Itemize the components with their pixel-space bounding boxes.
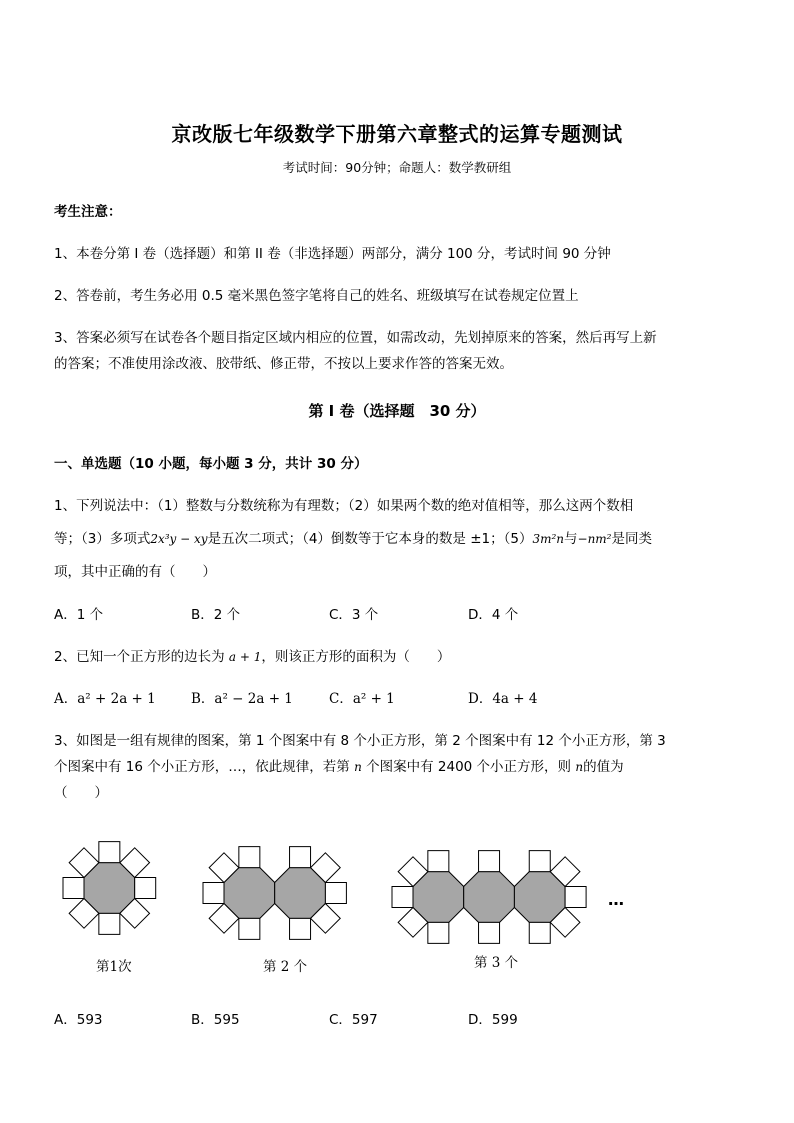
small-square bbox=[203, 883, 224, 904]
octagon-3-2 bbox=[464, 872, 515, 923]
q3-line-1: 3、如图是一组有规律的图案，第 1 个图案中有 8 个小正方形，第 2 个图案中有 12 个小正方形，第 3 bbox=[54, 733, 666, 749]
small-square bbox=[565, 887, 586, 908]
q3-option-a[interactable]: A．593 bbox=[54, 1012, 103, 1028]
q3-option-c[interactable]: C．597 bbox=[329, 1012, 378, 1028]
notice-item-3-cont: 的答案；不准使用涂改液、胶带纸、修正带，不按以上要求作答的答案无效。 bbox=[54, 356, 513, 372]
q1-option-d[interactable]: D．4 个 bbox=[468, 607, 519, 623]
q3-text-b: 个图案中有 2400 个小正方形，则 bbox=[366, 759, 572, 775]
q2-text-b: ，则该正方形的面积为（ ） bbox=[261, 649, 451, 665]
q1-option-c[interactable]: C．3 个 bbox=[329, 607, 379, 623]
q2-expr-side: a + 1 bbox=[228, 650, 262, 664]
figure-caption-2: 第 2 个 bbox=[263, 959, 308, 975]
small-square bbox=[529, 922, 550, 943]
small-square bbox=[428, 922, 449, 943]
q3-text-a: 个图案中有 16 个小正方形，…，依此规律，若第 bbox=[54, 759, 350, 775]
q3-option-b[interactable]: B．595 bbox=[191, 1012, 240, 1028]
small-square bbox=[428, 851, 449, 872]
small-square bbox=[99, 913, 120, 934]
q3-option-d[interactable]: D．599 bbox=[468, 1012, 518, 1028]
small-square bbox=[479, 851, 500, 872]
q1-option-b[interactable]: B．2 个 bbox=[191, 607, 241, 623]
q1-line-3: 项，其中正确的有（ ） bbox=[54, 564, 216, 580]
notice-item-2: 2、答卷前，考生务必用 0.5 毫米黑色签字笔将自己的姓名、班级填写在试卷规定位置上 bbox=[54, 288, 579, 304]
q1-text-a: 等；（3）多项式 bbox=[54, 531, 151, 547]
notice-item-3: 3、答案必须写在试卷各个题目指定区域内相应的位置，如需改动，先划掉原来的答案，然后再写上新 bbox=[54, 330, 657, 346]
q2-option-d[interactable]: D．4a + 4 bbox=[468, 691, 538, 707]
q3-text-c: 的值为 bbox=[583, 759, 624, 775]
q1-text-d: 是同类 bbox=[611, 531, 652, 547]
figure-caption-1: 第1次 bbox=[96, 959, 132, 975]
small-square bbox=[290, 918, 311, 939]
small-square bbox=[239, 847, 260, 868]
small-square bbox=[392, 887, 413, 908]
q1-line-1: 1、下列说法中：（1）整数与分数统称为有理数；（2）如果两个数的绝对值相等，那么这两个数相 bbox=[54, 498, 634, 514]
page-title: 京改版七年级数学下册第六章整式的运算专题测试 bbox=[171, 122, 623, 146]
small-square bbox=[63, 878, 84, 899]
small-square bbox=[135, 878, 156, 899]
q2-option-b[interactable]: B．a² − 2a + 1 bbox=[191, 691, 293, 707]
q3-var-n: n bbox=[354, 760, 362, 774]
q1-expr-polynomial: 2x³y − xy bbox=[150, 532, 208, 546]
small-square bbox=[325, 883, 346, 904]
small-square bbox=[479, 922, 500, 943]
figure-ellipsis: … bbox=[608, 890, 624, 909]
small-square bbox=[290, 847, 311, 868]
figure-caption-3: 第 3 个 bbox=[474, 955, 519, 971]
section-title: 第 I 卷（选择题 30 分） bbox=[308, 402, 486, 420]
notice-item-1: 1、本卷分第 I 卷（选择题）和第 II 卷（非选择题）两部分，满分 100 分，考试时间 90 分钟 bbox=[54, 246, 611, 262]
q2-option-c[interactable]: C．a² + 1 bbox=[329, 691, 395, 707]
q1-expr-monomial-2: −nm² bbox=[577, 532, 612, 546]
notice-heading: 考生注意： bbox=[54, 204, 122, 220]
part-heading: 一、单选题（10 小题，每小题 3 分，共计 30 分） bbox=[54, 456, 368, 472]
q1-option-a[interactable]: A．1 个 bbox=[54, 607, 104, 623]
exam-info: 考试时间：90分钟；命题人：数学教研组 bbox=[282, 160, 512, 175]
q1-text-c: 与 bbox=[564, 531, 578, 547]
q2-option-a[interactable]: A．a² + 2a + 1 bbox=[54, 691, 156, 707]
small-square bbox=[99, 842, 120, 863]
q3-line-3: （ ） bbox=[54, 785, 108, 801]
q1-expr-monomial-1: 3m²n bbox=[532, 532, 565, 546]
q2-text-a: 2、已知一个正方形的边长为 bbox=[54, 649, 225, 665]
small-square bbox=[239, 918, 260, 939]
q1-text-b: 是五次二项式；（4）倒数等于它本身的数是 ±1；（5） bbox=[207, 531, 533, 547]
q3-var-n-2: n bbox=[575, 760, 584, 774]
small-square bbox=[529, 851, 550, 872]
